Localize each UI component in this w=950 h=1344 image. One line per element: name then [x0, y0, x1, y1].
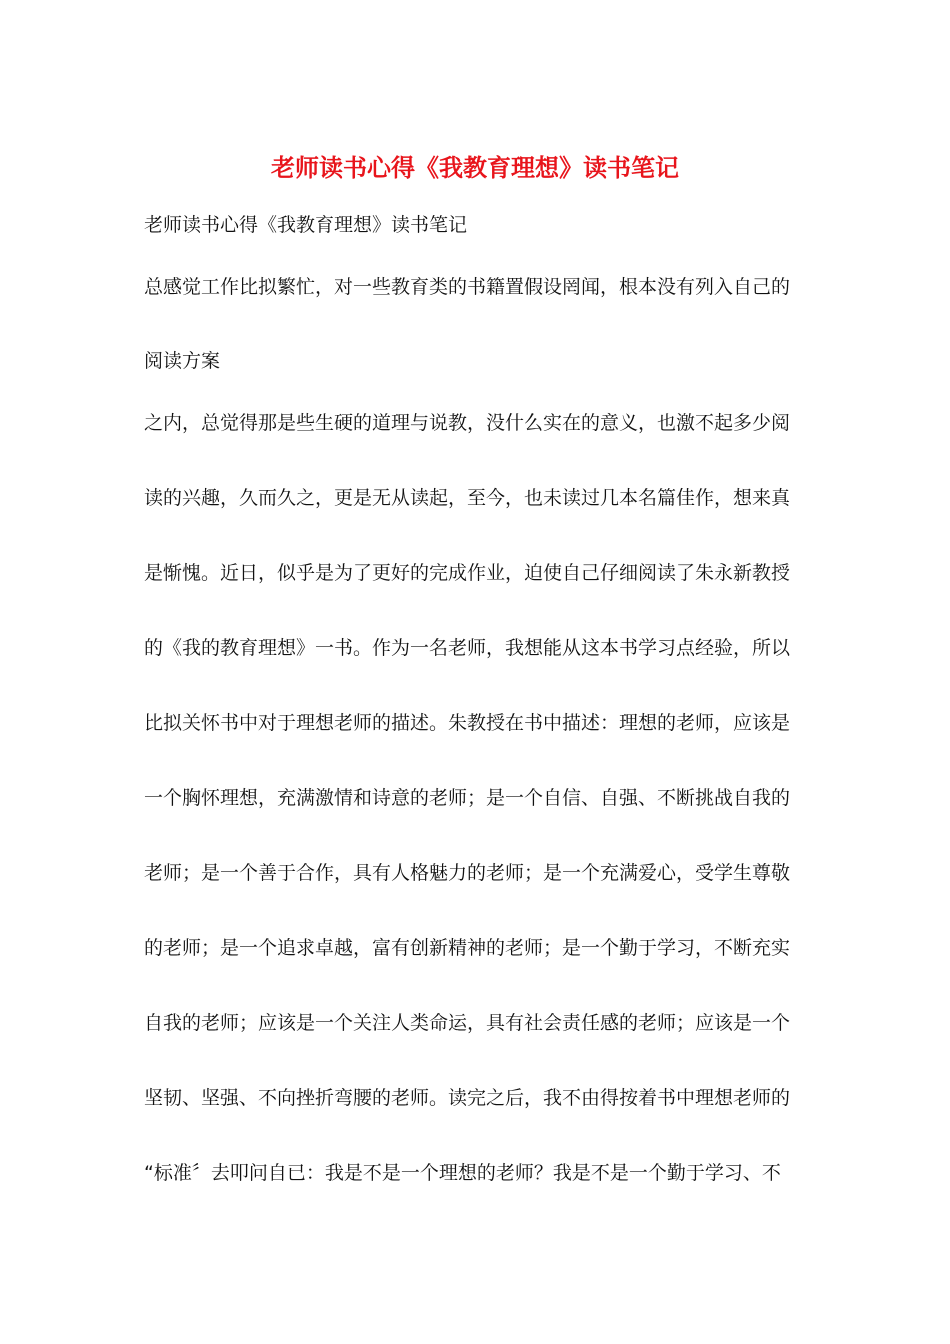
body-line: 老师读书心得《我教育理想》读书笔记	[144, 214, 468, 236]
body-line: 之内，总觉得那是些生硬的道理与说教，没什么实在的意义，也激不起多少阅	[144, 412, 791, 434]
body-line: “标准〞去叩问自已：我是不是一个理想的老师？我是不是一个勤于学习、不	[144, 1162, 781, 1184]
document-title: 老师读书心得《我教育理想》读书笔记	[271, 153, 679, 182]
body-line: 老师；是一个善于合作，具有人格魅力的老师；是一个充满爱心，受学生尊敬	[144, 862, 791, 884]
body-line: 坚韧、坚强、不向挫折弯腰的老师。读完之后，我不由得按着书中理想老师的	[144, 1087, 791, 1109]
body-line: 的老师；是一个追求卓越，富有创新精神的老师；是一个勤于学习，不断充实	[144, 937, 791, 959]
body-line: 的《我的教育理想》一书。作为一名老师，我想能从这本书学习点经验，所以	[144, 637, 791, 659]
body-line: 读的兴趣，久而久之，更是无从读起，至今，也未读过几本名篇佳作，想来真	[144, 487, 791, 509]
body-line: 自我的老师；应该是一个关注人类命运，具有社会责任感的老师；应该是一个	[144, 1012, 791, 1034]
body-line: 总感觉工作比拟繁忙，对一些教育类的书籍置假设罔闻，根本没有列入自己的	[144, 276, 791, 298]
body-line: 是惭愧。近日，似乎是为了更好的完成作业，迫使自己仔细阅读了朱永新教授	[144, 562, 791, 584]
body-line: 比拟关怀书中对于理想老师的描述。朱教授在书中描述：理想的老师，应该是	[144, 712, 791, 734]
body-line: 阅读方案	[144, 350, 221, 372]
body-line: 一个胸怀理想，充满激情和诗意的老师；是一个自信、自强、不断挑战自我的	[144, 787, 791, 809]
